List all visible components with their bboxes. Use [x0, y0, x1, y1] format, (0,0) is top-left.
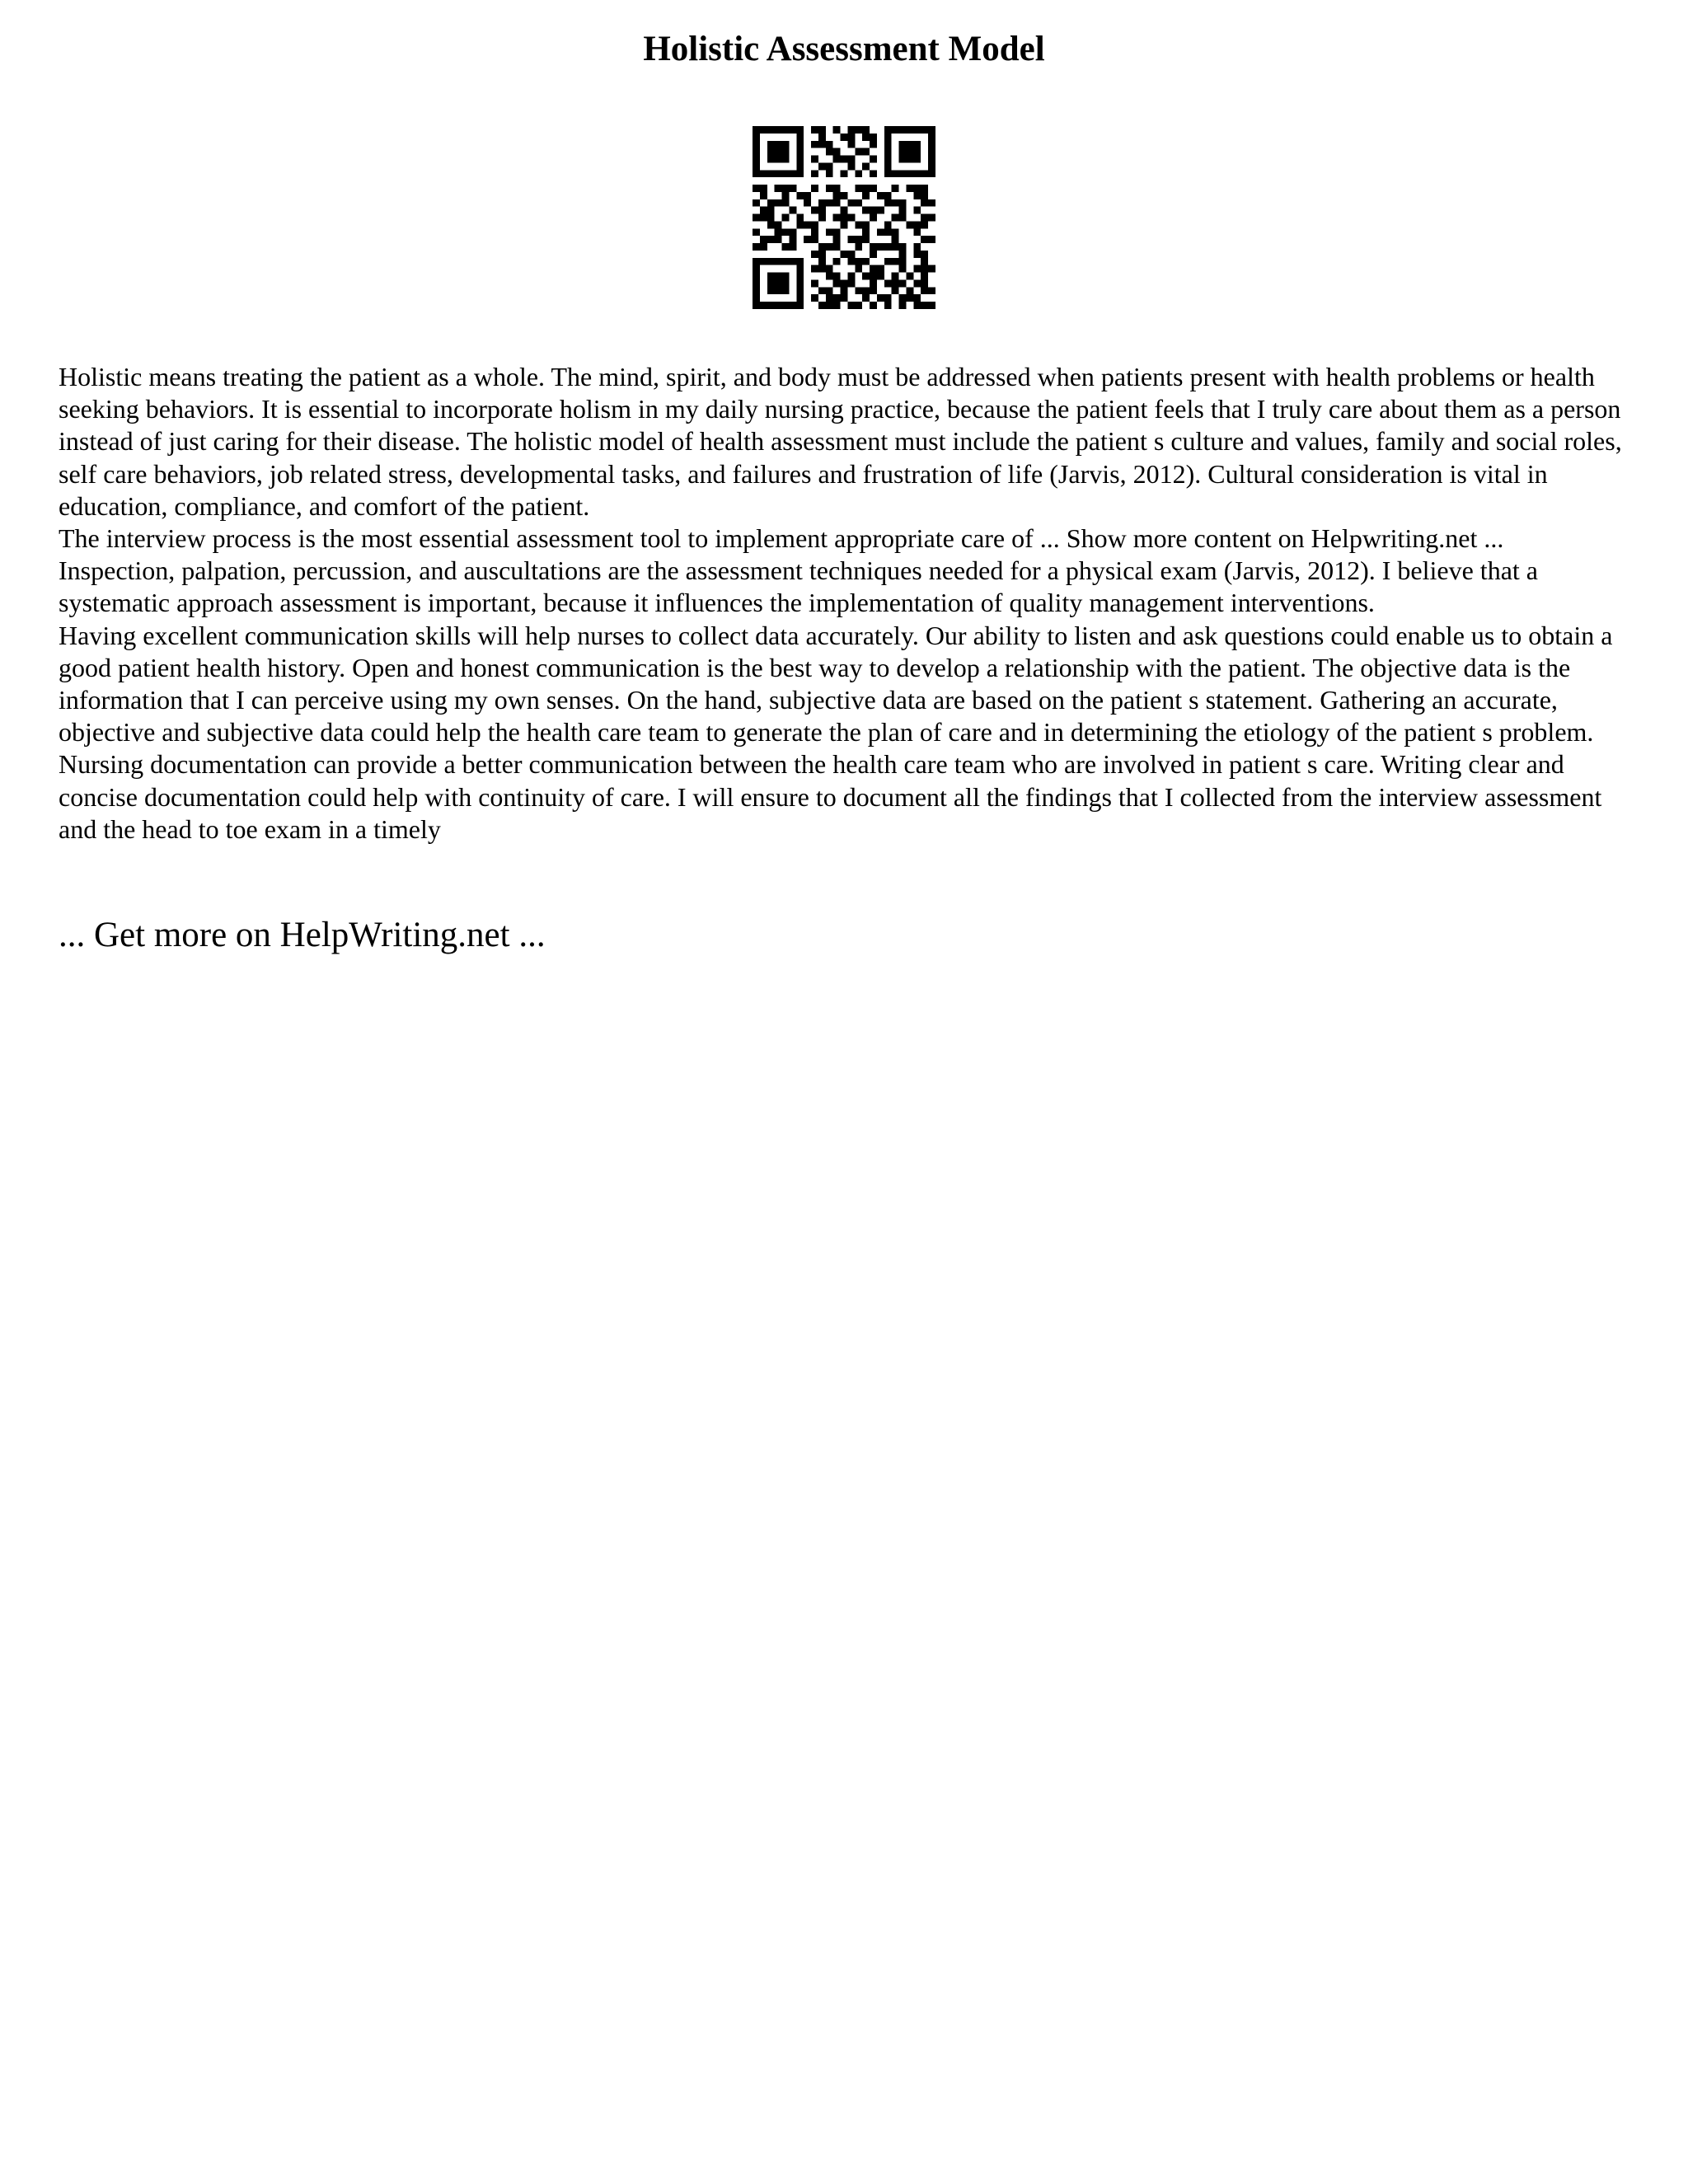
paragraph-holistic-definition: Holistic means treating the patient as a whole. The mind, spirit, and body must be addressed when patients present with health problems or health seeking behaviors. It is essential to incorporate holism in my daily nursing practice, because the patient feels that I truly care about them as a person instead of just caring for their disease. The holistic model of health assessment must include the patient s culture and values, family and social roles, self care behaviors, job related stress, developmental tasks, and failures and frustration of life (Jarvis, 2012). Cultural consideration is vital in education, compliance, and comfort of the patient. — [59, 362, 1622, 521]
get-more-link[interactable]: ... Get more on HelpWriting.net ... — [59, 916, 546, 954]
paragraph-nursing-documentation: Nursing documentation can provide a better communication between the health care team who are involved in patient s care. Writing clear and concise documentation could help with continuity of care. I will ensure to document all the findings that I collected from the interview assessment and the head to toe exam in a timely — [59, 749, 1602, 844]
qr-code-icon — [753, 126, 935, 309]
paragraph-communication-skills: Having excellent communication skills will help nurses to collect data accurately. Our ability to listen and ask questions could enable us to obtain a good patient health history. Open and honest communication is the best way to develop a relationship with the patient. The objective data is the information that I can perceive using my own senses. On the hand, subjective data are based on the patient s statement. Gathering an accurate, objective and subjective data could help the health care team to generate the plan of care and in determining the etiology of the patient s problem. — [59, 620, 1613, 748]
paragraph-physical-exam: Inspection, palpation, percussion, and auscultations are the assessment techniques needed for a physical exam (Jarvis, 2012). I believe that a systematic approach assessment is important, because it influences the implementation of quality management interventions. — [59, 555, 1538, 618]
paragraph-interview-process: The interview process is the most essential assessment tool to implement appropriate care of ... Show more content on Helpwriting.net ... — [59, 523, 1504, 554]
article-body — [59, 361, 1641, 846]
page-title: Holistic Assessment Model — [643, 30, 1045, 68]
